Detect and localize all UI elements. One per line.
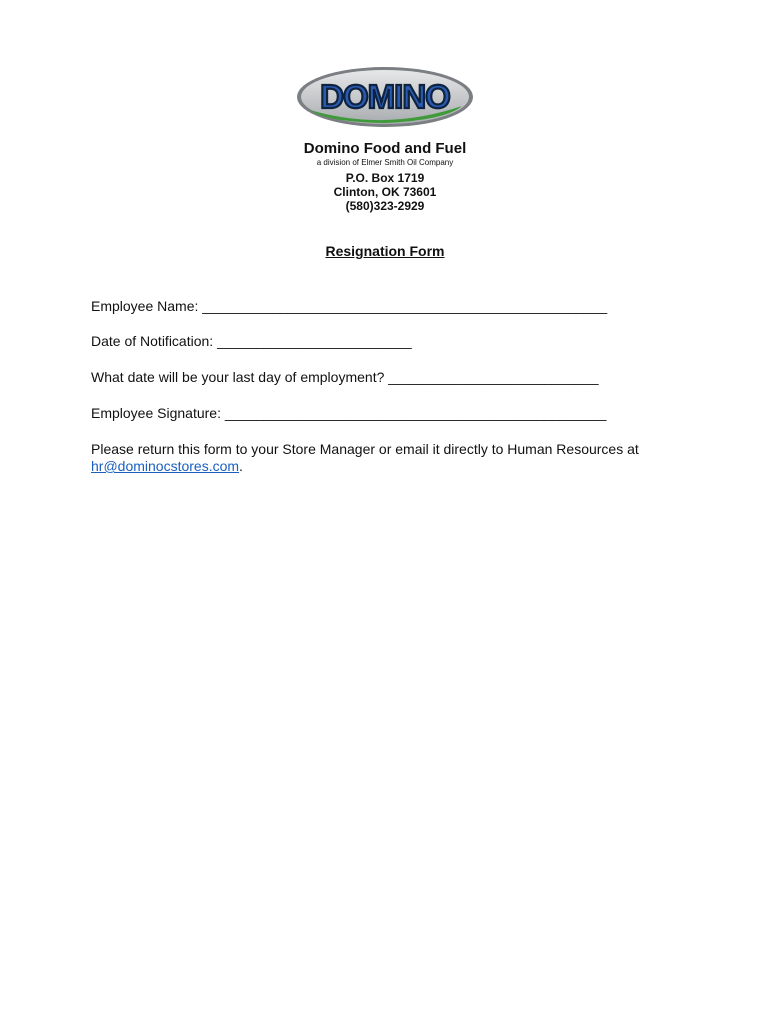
company-name: Domino Food and Fuel [303, 140, 467, 157]
field-label: What date will be your last day of employment? [91, 369, 389, 385]
return-instructions [91, 441, 691, 475]
address-po-box: P.O. Box 1719 [345, 171, 425, 185]
return-instructions-text: Please return this form to your Store Manager or email it directly to Human Resources at [91, 441, 639, 457]
domino-logo [296, 66, 474, 128]
hr-email-link[interactable]: hr@dominocstores.com [91, 458, 240, 474]
date-of-notification-field[interactable] [91, 333, 412, 349]
field-blank-line: _________________________________________________ [224, 405, 607, 421]
field-blank-line: _________________________ [217, 333, 412, 349]
form-title: Resignation Form [325, 243, 445, 259]
field-label: Employee Signature: [91, 405, 225, 421]
logo-wordmark: DOMINO [320, 78, 450, 115]
field-label: Date of Notification: [91, 333, 218, 349]
phone-number: (580)323-2929 [345, 199, 425, 213]
field-blank-line: ___________________________ [388, 369, 599, 385]
address-city: Clinton, OK 73601 [333, 185, 437, 199]
last-day-field[interactable] [91, 369, 599, 385]
employee-signature-field[interactable] [91, 405, 606, 421]
field-label: Employee Name: [91, 298, 203, 314]
return-instructions-end: . [239, 458, 243, 474]
company-division: a division of Elmer Smith Oil Company [316, 158, 454, 167]
employee-name-field[interactable] [91, 298, 607, 314]
field-blank-line: ____________________________________________________ [202, 298, 608, 314]
